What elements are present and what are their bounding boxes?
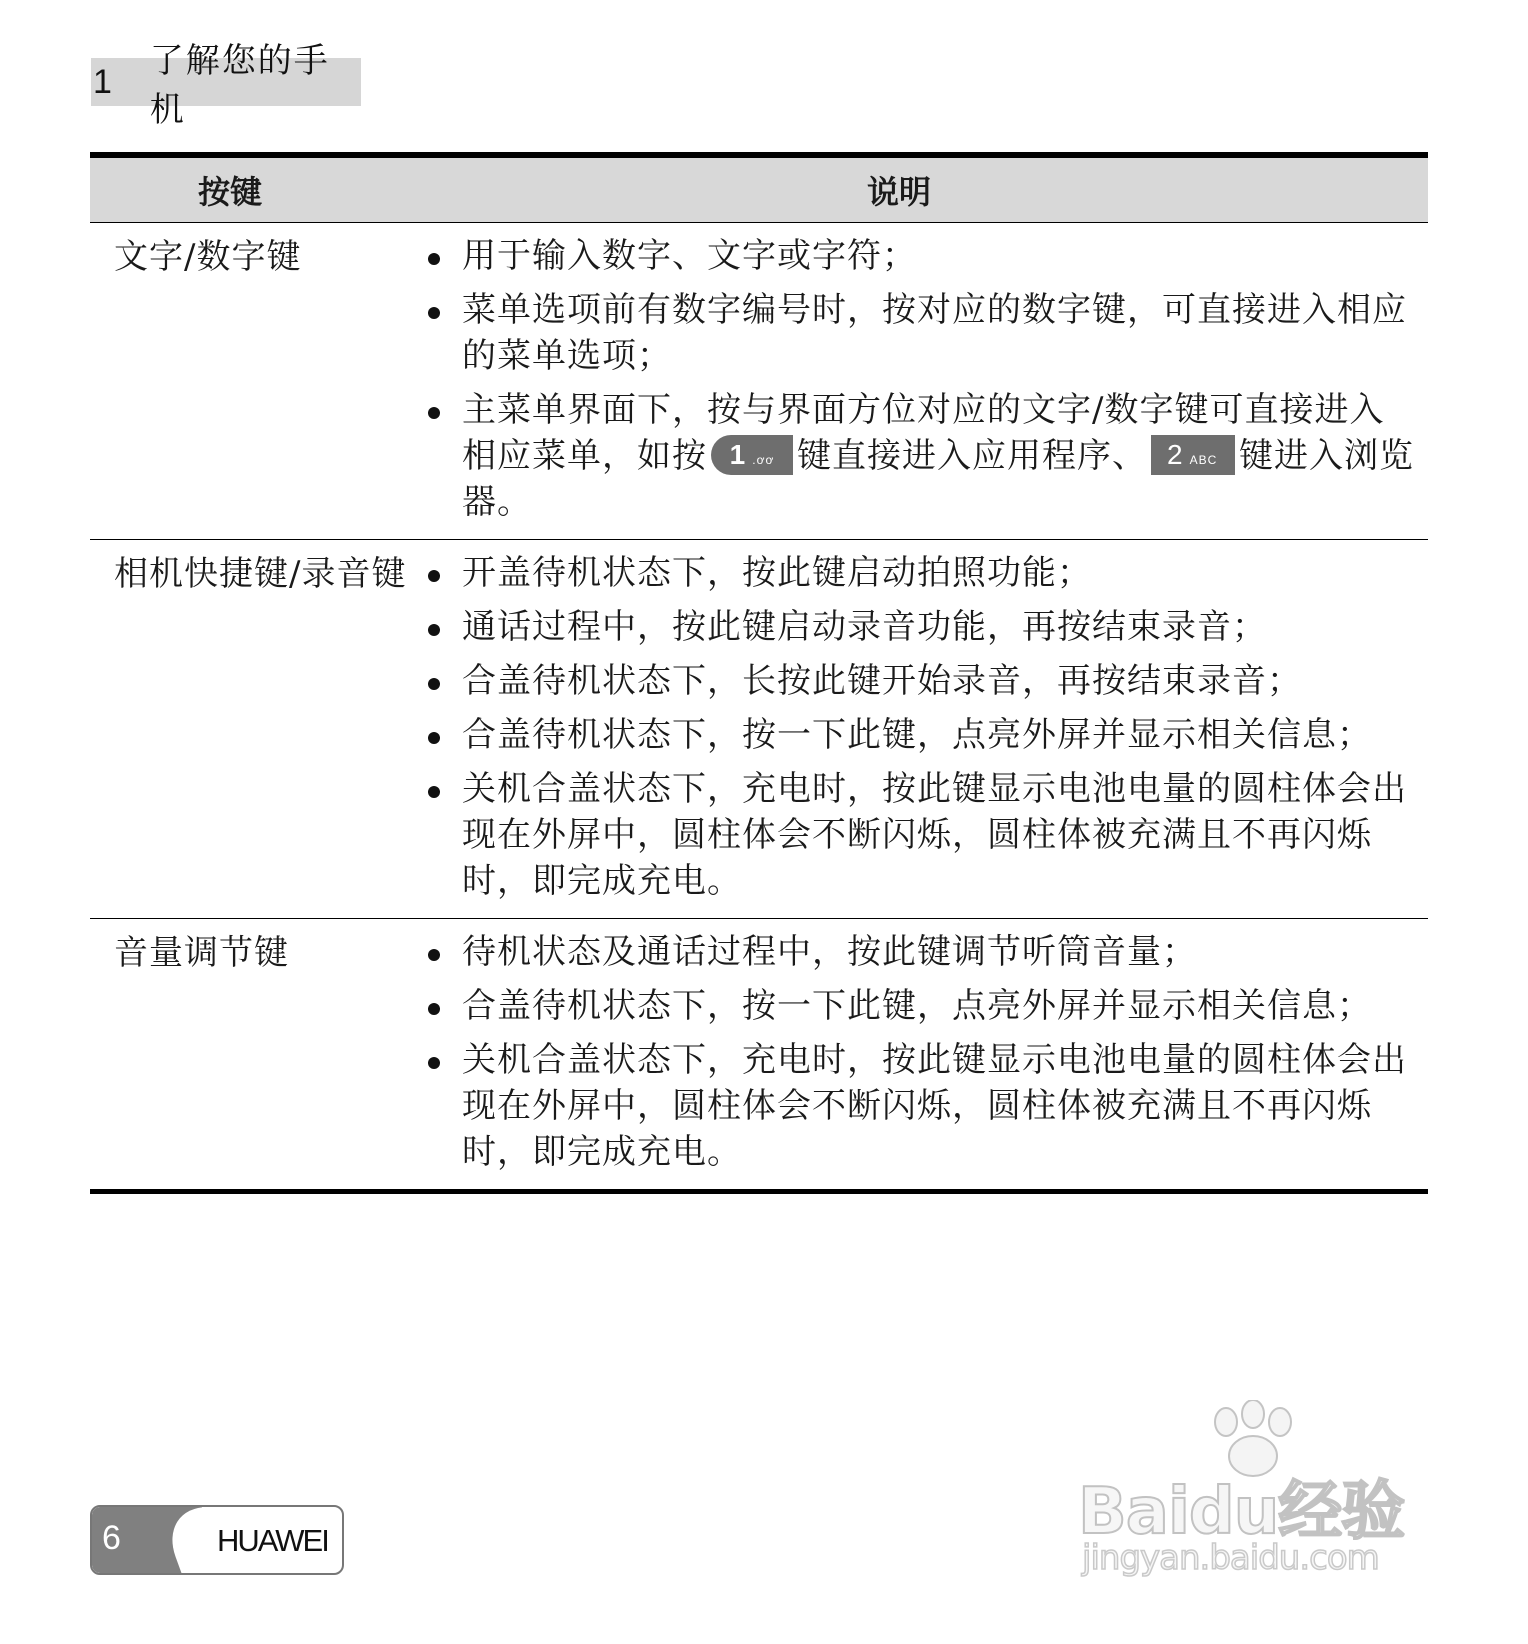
item-text: 主菜单界面下，按与界面方位对应的文字/数字键可直接进入相应菜单，如按: [462, 390, 1385, 476]
page-footer-badge: [90, 1505, 344, 1575]
key-name: 相机快捷键/录音键: [114, 554, 407, 594]
key-1-icon: [711, 435, 793, 475]
list-item: 合盖待机状态下，长按此键开始录音，再按结束录音；: [424, 658, 1418, 704]
key-name: 文字/数字键: [114, 237, 302, 277]
key-2-icon: [1151, 435, 1235, 475]
table-header: [90, 152, 1428, 223]
key-description-table: [90, 152, 1428, 1194]
list-item: 通话过程中，按此键启动录音功能，再按结束录音；: [424, 604, 1418, 650]
chapter-number: 1: [93, 62, 112, 101]
list-item: 关机合盖状态下，充电时，按此键显示电池电量的圆柱体会出现在外屏中，圆柱体会不断闪烁，圆柱体被充满且不再闪烁时，即完成充电。: [424, 766, 1418, 904]
item-text: 键直接进入应用程序、: [797, 436, 1147, 476]
list-item: 用于输入数字、文字或字符；: [424, 233, 1418, 279]
page-number: 6: [102, 1519, 121, 1557]
watermark-logo: Baidu经验: [1078, 1475, 1405, 1549]
description-cell: [414, 929, 1428, 1183]
brand-logo: HUAWEI: [217, 1523, 328, 1558]
chapter-heading: [91, 41, 361, 130]
table-row: [90, 540, 1428, 919]
baidu-watermark: [1078, 1400, 1438, 1580]
table-row: [90, 223, 1428, 540]
chapter-title: 了解您的手机: [149, 41, 330, 130]
list-item: 开盖待机状态下，按此键启动拍照功能；: [424, 550, 1418, 596]
list-item: [424, 387, 1418, 525]
header-key: 按键: [197, 173, 262, 211]
table-row: [90, 919, 1428, 1194]
key-1-main: 1: [729, 439, 747, 470]
key-2-sub: ABC: [1189, 453, 1218, 467]
description-cell: [414, 233, 1428, 533]
list-item: 合盖待机状态下，按一下此键，点亮外屏并显示相关信息；: [424, 712, 1418, 758]
header-description: 说明: [866, 173, 931, 211]
key-2-main: 2: [1167, 439, 1184, 470]
list-item: 合盖待机状态下，按一下此键，点亮外屏并显示相关信息；: [424, 983, 1418, 1029]
list-item: 关机合盖状态下，充电时，按此键显示电池电量的圆柱体会出现在外屏中，圆柱体会不断闪烁，圆柱体被充满且不再闪烁时，即完成充电。: [424, 1037, 1418, 1175]
key-name: 音量调节键: [114, 933, 289, 973]
key-1-sub: .ơơ: [752, 453, 775, 467]
description-cell: [414, 550, 1428, 912]
list-item: 菜单选项前有数字编号时，按对应的数字键，可直接进入相应的菜单选项；: [424, 287, 1418, 379]
watermark-url: jingyan.baidu.com: [1082, 1538, 1379, 1578]
list-item: 待机状态及通话过程中，按此键调节听筒音量；: [424, 929, 1418, 975]
item-text: 键进入浏览器。: [462, 436, 1414, 522]
